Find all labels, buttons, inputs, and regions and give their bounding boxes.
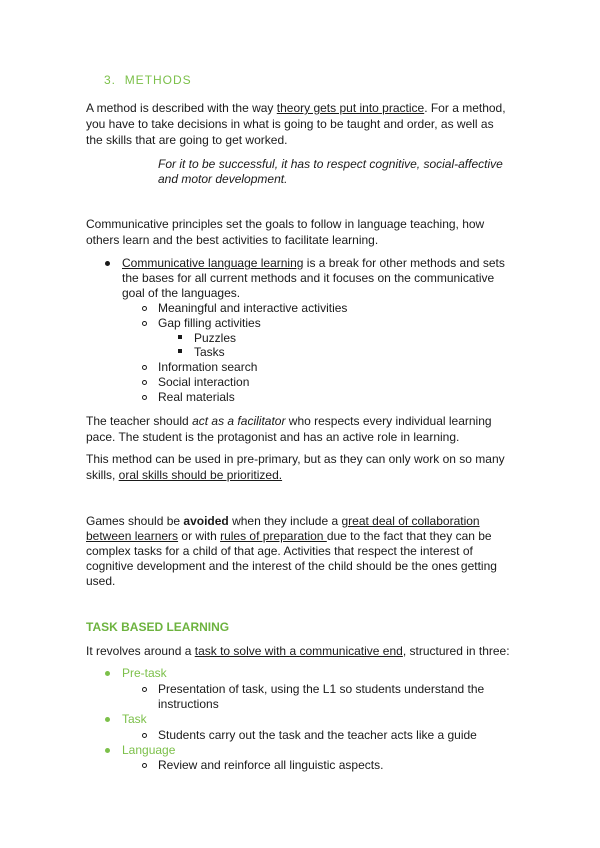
paragraph-1-line-1 <box>86 101 506 115</box>
text-run: skills, <box>86 468 119 482</box>
clt-item-3: Information search <box>158 360 258 374</box>
circle-bullet <box>142 321 147 326</box>
text-run: Games should be <box>86 514 184 528</box>
quote-line-2: and motor development. <box>158 172 288 186</box>
bullet-dot-green <box>105 671 110 676</box>
paragraph-5-line-2 <box>86 529 492 543</box>
underlined-text: Communicative language learning <box>122 256 304 270</box>
paragraph-2-line-1: Communicative principles set the goals to follow in language teaching, how <box>86 217 485 231</box>
clt-line-3: goal of the languages. <box>122 286 241 300</box>
stage-label-task: Task <box>122 712 147 726</box>
underlined-text: great deal of collaboration <box>341 514 480 528</box>
text-run: The teacher should <box>86 414 193 428</box>
square-bullet <box>178 335 182 339</box>
clt-line-1 <box>122 256 505 270</box>
section-title: METHODS <box>124 73 192 87</box>
bullet-dot-green <box>105 717 110 722</box>
square-bullet <box>178 349 182 353</box>
text-run: . For a method, <box>424 101 506 115</box>
stage-task-line-1: Students carry out the task and the teacher acts like a guide <box>158 728 477 742</box>
section-number: 3. <box>104 73 117 87</box>
stage-label-language: Language <box>122 743 176 757</box>
clt-item-4: Social interaction <box>158 375 250 389</box>
text-run: , structured in three: <box>402 644 510 658</box>
circle-bullet <box>142 763 147 768</box>
italic-text: act as a facilitator <box>192 414 286 428</box>
paragraph-1-line-2: you have to take decisions in what is going to be taught and order, as well as <box>86 117 494 131</box>
paragraph-4-line-1: This method can be used in pre-primary, but as they can only work on so many <box>86 452 505 466</box>
paragraph-5-line-5: used. <box>86 574 116 588</box>
circle-bullet <box>142 365 147 370</box>
clt-item-1: Meaningful and interactive activities <box>158 301 348 315</box>
stage-label-pretask: Pre-task <box>122 666 167 680</box>
stage-language-line-1: Review and reinforce all linguistic aspects. <box>158 758 384 772</box>
section-heading-tbl: TASK BASED LEARNING <box>86 620 230 634</box>
text-run: A method is described with the way <box>86 101 277 115</box>
paragraph-5-line-4: cognitive development and the interest of the child should be the ones getting <box>86 559 497 573</box>
clt-item-5: Real materials <box>158 390 235 404</box>
paragraph-5-line-3: complex tasks for a child of that age. Activities that respect the interest of <box>86 544 473 558</box>
circle-bullet <box>142 395 147 400</box>
clt-line-2: the bases for all current methods and it focuses on the communicative <box>122 271 495 285</box>
stage-pretask-line-2: instructions <box>158 697 219 711</box>
paragraph-2-line-2: others learn and the best activities to facilitate learning. <box>86 233 379 247</box>
paragraph-1-line-3: the skills that are going to get worked. <box>86 133 288 147</box>
text-run: or with <box>178 529 221 543</box>
circle-bullet <box>142 733 147 738</box>
paragraph-3-line-2: pace. The student is the protagonist and has an active role in learning. <box>86 430 460 444</box>
text-run: when they include a <box>228 514 342 528</box>
underlined-text: theory gets put into practice <box>276 101 425 115</box>
clt-item-2: Gap filling activities <box>158 316 261 330</box>
circle-bullet <box>142 380 147 385</box>
paragraph-4-line-2 <box>86 468 282 482</box>
tbl-intro <box>86 644 510 658</box>
paragraph-3-line-1 <box>86 414 492 428</box>
underlined-text: between learners <box>86 529 179 543</box>
circle-bullet <box>142 687 147 692</box>
quote-line-1: For it to be successful, it has to respect cognitive, social-affective <box>158 157 503 171</box>
stage-pretask-line-1: Presentation of task, using the L1 so students understand the <box>158 682 485 696</box>
bold-text: avoided <box>183 514 229 528</box>
clt-subitem-1: Puzzles <box>194 331 237 345</box>
text-run: due to the fact that they can be <box>326 529 492 543</box>
clt-subitem-2: Tasks <box>194 345 225 359</box>
paragraph-5-line-1 <box>86 514 480 528</box>
circle-bullet <box>142 306 147 311</box>
text-run: It revolves around a <box>86 644 195 658</box>
text-run: is a break for other methods and sets <box>303 256 505 270</box>
underlined-text: oral skills should be prioritized. <box>118 468 283 482</box>
bullet-dot <box>105 261 110 266</box>
section-heading-methods <box>104 73 192 87</box>
underlined-text: task to solve with a communicative end <box>194 644 403 658</box>
underlined-text: rules of preparation <box>220 529 327 543</box>
bullet-dot-green <box>105 748 110 753</box>
text-run: who respects every individual learning <box>285 414 492 428</box>
